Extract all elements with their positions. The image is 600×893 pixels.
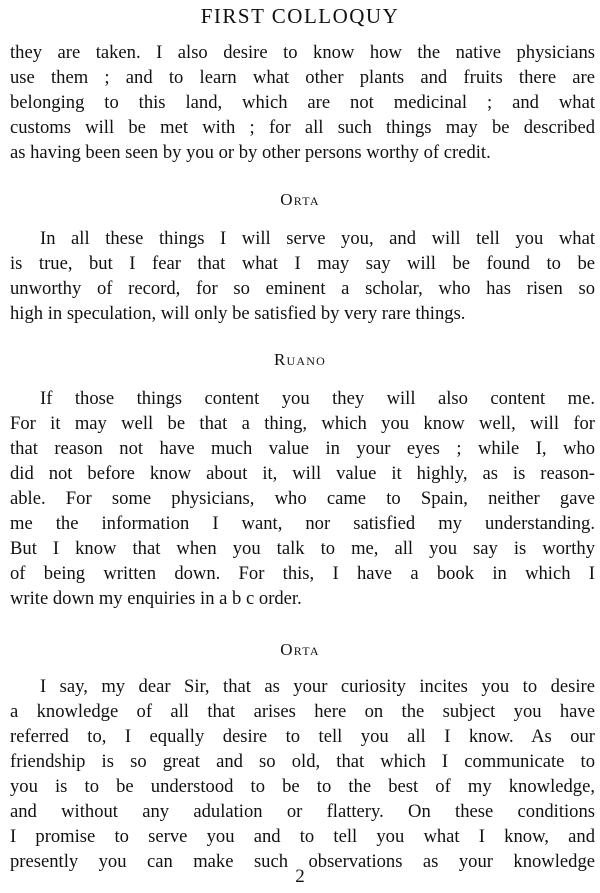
running-head: FIRST COLLOQUY — [200, 4, 400, 28]
text-line: did not before know about it, will value it highly, as is reason- — [10, 463, 595, 484]
text-line: customs will be met with ; for all such things may be described — [10, 117, 595, 138]
text-line: a knowledge of all that arises here on the subject you have — [10, 701, 595, 722]
text-line: me the information I want, nor satisfied my understanding. — [10, 513, 595, 534]
text-line: you is to be understood to be to the best of my knowledge, — [10, 776, 595, 797]
speaker-heading-orta: Orta — [280, 190, 320, 209]
text-line: they are taken. I also desire to know how the native physicians — [10, 42, 595, 63]
text-line: and without any adulation or flattery. On these conditions — [10, 801, 595, 822]
speaker-heading-orta: Orta — [280, 640, 320, 659]
text-line: able. For some physicians, who came to Spain, neither gave — [10, 488, 595, 509]
text-line: unworthy of record, for so eminent a scholar, who has risen so — [10, 278, 595, 299]
text-line: For it may well be that a thing, which you know well, will for — [10, 413, 595, 434]
text-line: of being written down. For this, I have a book in which I — [10, 563, 595, 584]
paragraph-ruano — [10, 386, 595, 611]
paragraph-orta-final — [10, 674, 595, 874]
text-line: high in speculation, will only be satisfied by very rare things. — [10, 303, 466, 324]
text-line: is true, but I fear that what I may say will be found to be — [10, 253, 595, 274]
text-line: write down my enquiries in a b c order. — [10, 588, 302, 609]
text-line: I say, my dear Sir, that as your curiosity incites you to desire — [40, 676, 595, 697]
text-line: belonging to this land, which are not medicinal ; and what — [10, 92, 595, 113]
paragraph-orta-reply — [10, 226, 595, 326]
text-line: friendship is so great and so old, that which I communicate to — [10, 751, 595, 772]
page-number: 2 — [295, 866, 305, 887]
text-line: If those things content you they will also content me. — [40, 388, 595, 409]
text-line: In all these things I will serve you, and will tell you what — [40, 228, 595, 249]
text-line: as having been seen by you or by other persons worthy of credit. — [10, 142, 491, 163]
text-line: I promise to serve you and to tell you what I know, and — [10, 826, 595, 847]
text-line: that reason not have much value in your eyes ; while I, who — [10, 438, 595, 459]
text-line: referred to, I equally desire to tell you all I know. As our — [10, 726, 595, 747]
speaker-heading-ruano: Ruano — [273, 350, 326, 369]
text-line: But I know that when you talk to me, all you say is worthy — [10, 538, 595, 559]
text-line: presently you can make such observations as your knowledge — [10, 851, 595, 872]
paragraph-continuation — [10, 40, 595, 165]
text-line: use them ; and to learn what other plants and fruits there are — [10, 67, 595, 88]
